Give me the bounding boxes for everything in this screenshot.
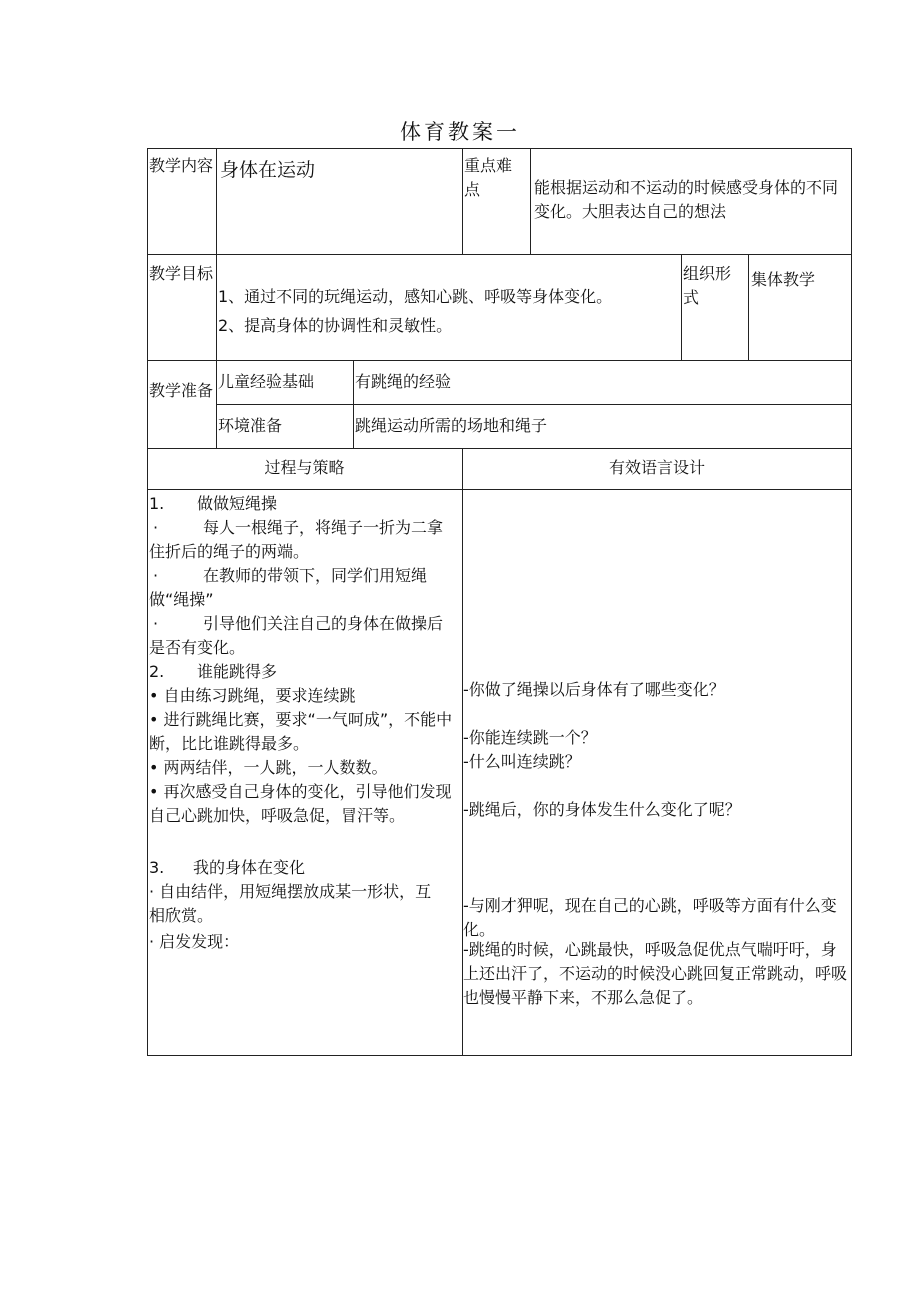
page-title: 体育教案一 [400,120,520,144]
table-border-left [147,148,148,1056]
table-border-right [851,148,852,1056]
list-item: 引导他们关注自己的身体在做操后是否有变化。 [149,614,444,657]
row-divider [147,448,852,449]
row-divider [147,254,852,255]
col-divider [353,360,354,448]
content-value: 身体在运动 [220,159,316,181]
language-column-header: 有效语言设计 [608,458,705,477]
col-divider [216,148,217,448]
prep-label: 教学准备 [149,381,214,400]
language-item: -什么叫连续跳？ [463,752,581,771]
process-column-header: 过程与策略 [264,458,345,477]
section-number: 2. [149,662,165,681]
table-border-bottom [147,1055,852,1056]
language-item: -你做了绳操以后身体有了哪些变化？ [463,680,725,699]
list-item: • 再次感受自己身体的变化，引导他们发现自己心跳加快，呼吸急促，冒汗等。 [149,782,452,825]
lesson-plan-table [147,148,852,1056]
prep-experience-label: 儿童经验基础 [218,372,315,391]
bullet-dot: · [153,518,159,537]
section-number: 3. [149,858,165,877]
list-item: · 自由结伴，用短绳摆放成某一形状，互相欣赏。 [149,882,432,925]
goal-item: 2、提高身体的协调性和灵敏性。 [218,316,453,335]
row-divider [216,404,852,405]
col-divider [681,254,682,360]
prep-experience-value: 有跳绳的经验 [355,372,452,391]
list-item: • 两两结伴，一人跳，一人数数。 [149,758,388,777]
row-divider [147,360,852,361]
key-points-value: 能根据运动和不运动的时候感受身体的不同变化。大胆表达自己的想法 [534,178,839,221]
list-item: 每人一根绳子，将绳子一折为二拿住折后的绳子的两端。 [149,518,444,561]
bullet-dot: · [153,566,159,585]
table-border-top [147,148,852,149]
language-item: -跳绳的时候，心跳最快，呼吸急促优点气喘吁吁，身上还出汗了，不运动的时候没心跳回复正常跳动，呼吸也慢慢平静下来，不那么急促了。 [463,940,848,1007]
content-label: 教学内容 [149,156,214,175]
list-item: • 进行跳绳比赛，要求“一气呵成”，不能中断，比比谁跳得最多。 [149,710,453,753]
list-item: · 启发发现： [149,932,240,951]
list-item: 在教师的带领下，同学们用短绳做“绳操” [149,566,428,609]
section-number: 1. [149,494,165,513]
goals-label: 教学目标 [149,264,214,283]
language-item: -你能连续跳一个？ [463,728,597,747]
section-title: 做做短绳操 [197,494,278,513]
organization-label: 组织形式 [683,264,732,307]
col-divider [530,148,531,254]
row-divider [147,489,852,490]
col-divider [462,148,463,254]
list-item: • 自由练习跳绳，要求连续跳 [149,686,356,705]
prep-environment-value: 跳绳运动所需的场地和绳子 [355,416,548,435]
section-title: 我的身体在变化 [193,858,306,877]
col-divider [748,254,749,360]
prep-environment-label: 环境准备 [218,416,283,435]
section-title: 谁能跳得多 [197,662,278,681]
goal-item: 1、通过不同的玩绳运动，感知心跳、呼吸等身体变化。 [218,287,613,306]
language-item: -跳绳后，你的身体发生什么变化了呢？ [463,800,741,819]
key-points-label: 重点难点 [464,156,513,199]
bullet-dot: · [153,614,159,633]
language-item: -与刚才狎呢，现在自己的心跳，呼吸等方面有什么变化。 [463,896,837,939]
organization-value: 集体教学 [751,270,816,289]
